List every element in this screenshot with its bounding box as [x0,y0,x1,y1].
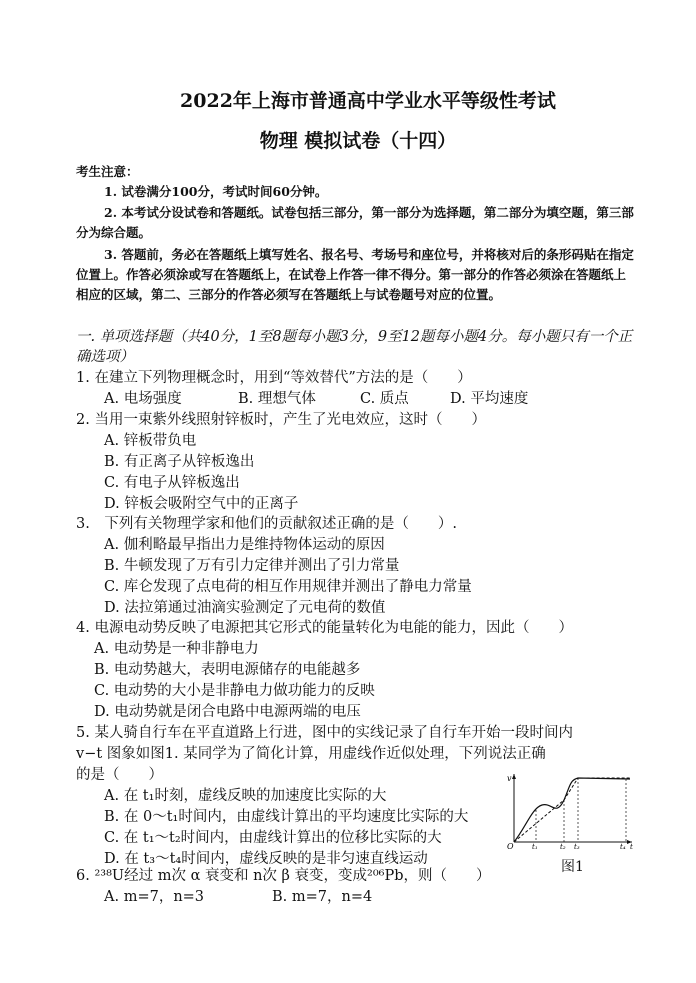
origin-label: O [507,842,514,850]
question-1-option-d: D. 平均速度 [450,391,529,407]
question-3-stem: 3. 下列有关物理学家和他们的贡献叙述正确的是（ ）. [76,516,457,532]
v-axis-label: v [507,774,512,783]
exam-title: 2022年上海市普通高中学业水平等级性考试 [180,90,556,112]
question-5-stem-line-2: v−t 图象如图1. 某同学为了简化计算，用虚线作近似处理，下列说法正确 [76,746,546,762]
approx-dashed-line [514,778,630,842]
question-5-option-d: D. 在 t₃～t₄时间内，虚线反映的是非匀速直线运动 [104,851,428,867]
question-3-option-c: C. 库仑发现了点电荷的相互作用规律并测出了静电力常量 [104,579,472,595]
question-2-stem: 2. 当用一束紫外线照射锌板时，产生了光电效应，这时（ ） [76,412,486,428]
exam-subtitle: 物理 模拟试卷（十四） [259,130,457,152]
question-1-option-a: A. 电场强度 [104,391,182,407]
question-2-option-d: D. 锌板会吸附空气中的正离子 [104,496,299,512]
question-1-option-c: C. 质点 [360,391,409,407]
figure-1-vt-graph [506,772,636,850]
question-6-stem: 6. ²³⁸U经过 m次 α 衰变和 n次 β 衰变，变成²⁰⁶Pb，则（ ） [76,868,491,884]
question-4-option-b: B. 电动势越大，表明电源储存的电能越多 [94,662,361,678]
notice-item-1: 1. 试卷满分100分，考试时间60分钟。 [104,184,328,199]
question-3-option-b: B. 牛顿发现了万有引力定律并测出了引力常量 [104,558,400,574]
section-title: 一. 单项选择题（共40分，1至8题每小题3分，9至12题每小题4分。每小题只有一个正确选项） [76,329,633,365]
question-4-stem: 4. 电源电动势反映了电源把其它形式的能量转化为电能的能力，因此（ ） [76,620,573,636]
question-1-stem: 1. 在建立下列物理概念时，用到“等效替代”方法的是（ ） [76,370,472,386]
question-4-option-a: A. 电动势是一种非静电力 [94,641,259,657]
notice-heading: 考生注意： [76,164,139,179]
notice-item-3: 3. 答题前，务必在答题纸上填写姓名、报名号、考场号和座位号，并将核对后的条形码贴在指定位置上。作答必须涂或写在答题纸上，在试卷上作答一律不得分。第一部分的作答必须涂在答题纸上相应的区域，第二、三部分的作答必须写在答题纸上与试卷题号对应的位置。 [76,247,634,302]
question-2-option-a: A. 锌板带负电 [104,433,197,449]
question-5-stem-line-1: 5. 某人骑自行车在平直道路上行进，图中的实线记录了自行车开始一段时间内 [76,725,573,741]
question-6-option-b: B. m=7，n=4 [272,889,373,905]
question-3-option-d: D. 法拉第通过油滴实验测定了元电荷的数值 [104,600,386,616]
question-4-option-c: C. 电动势的大小是非静电力做功能力的反映 [94,683,375,699]
question-5-option-a: A. 在 t₁时刻，虚线反映的加速度比实际的大 [104,788,387,804]
question-4-option-d: D. 电动势就是闭合电路中电源两端的电压 [94,704,361,720]
figure-1-caption: 图1 [561,859,584,875]
question-3-option-a: A. 伽利略最早指出力是维持物体运动的原因 [104,537,385,553]
t2-label: t₂ [560,843,566,850]
question-2-option-c: C. 有电子从锌板逸出 [104,475,240,491]
t3-label: t₃ [574,843,580,850]
notice-item-2: 2. 本考试分设试卷和答题纸。试卷包括三部分，第一部分为选择题，第二部分为填空题，第三部分为综合题。 [76,205,634,240]
question-5-option-b: B. 在 0～t₁时间内，由虚线计算出的平均速度比实际的大 [104,809,469,825]
question-5-option-c: C. 在 t₁～t₂时间内，由虚线计算出的位移比实际的大 [104,830,442,846]
question-5-stem-line-3: 的是（ ） [76,767,163,783]
question-6-option-a: A. m=7，n=3 [104,889,205,905]
t-axis-label: t [630,843,633,850]
v-axis-arrow [512,774,516,779]
t4-label: t₄ [620,843,626,850]
t1-label: t₁ [532,843,538,850]
question-1-option-b: B. 理想气体 [238,391,316,407]
question-2-option-b: B. 有正离子从锌板逸出 [104,454,255,470]
